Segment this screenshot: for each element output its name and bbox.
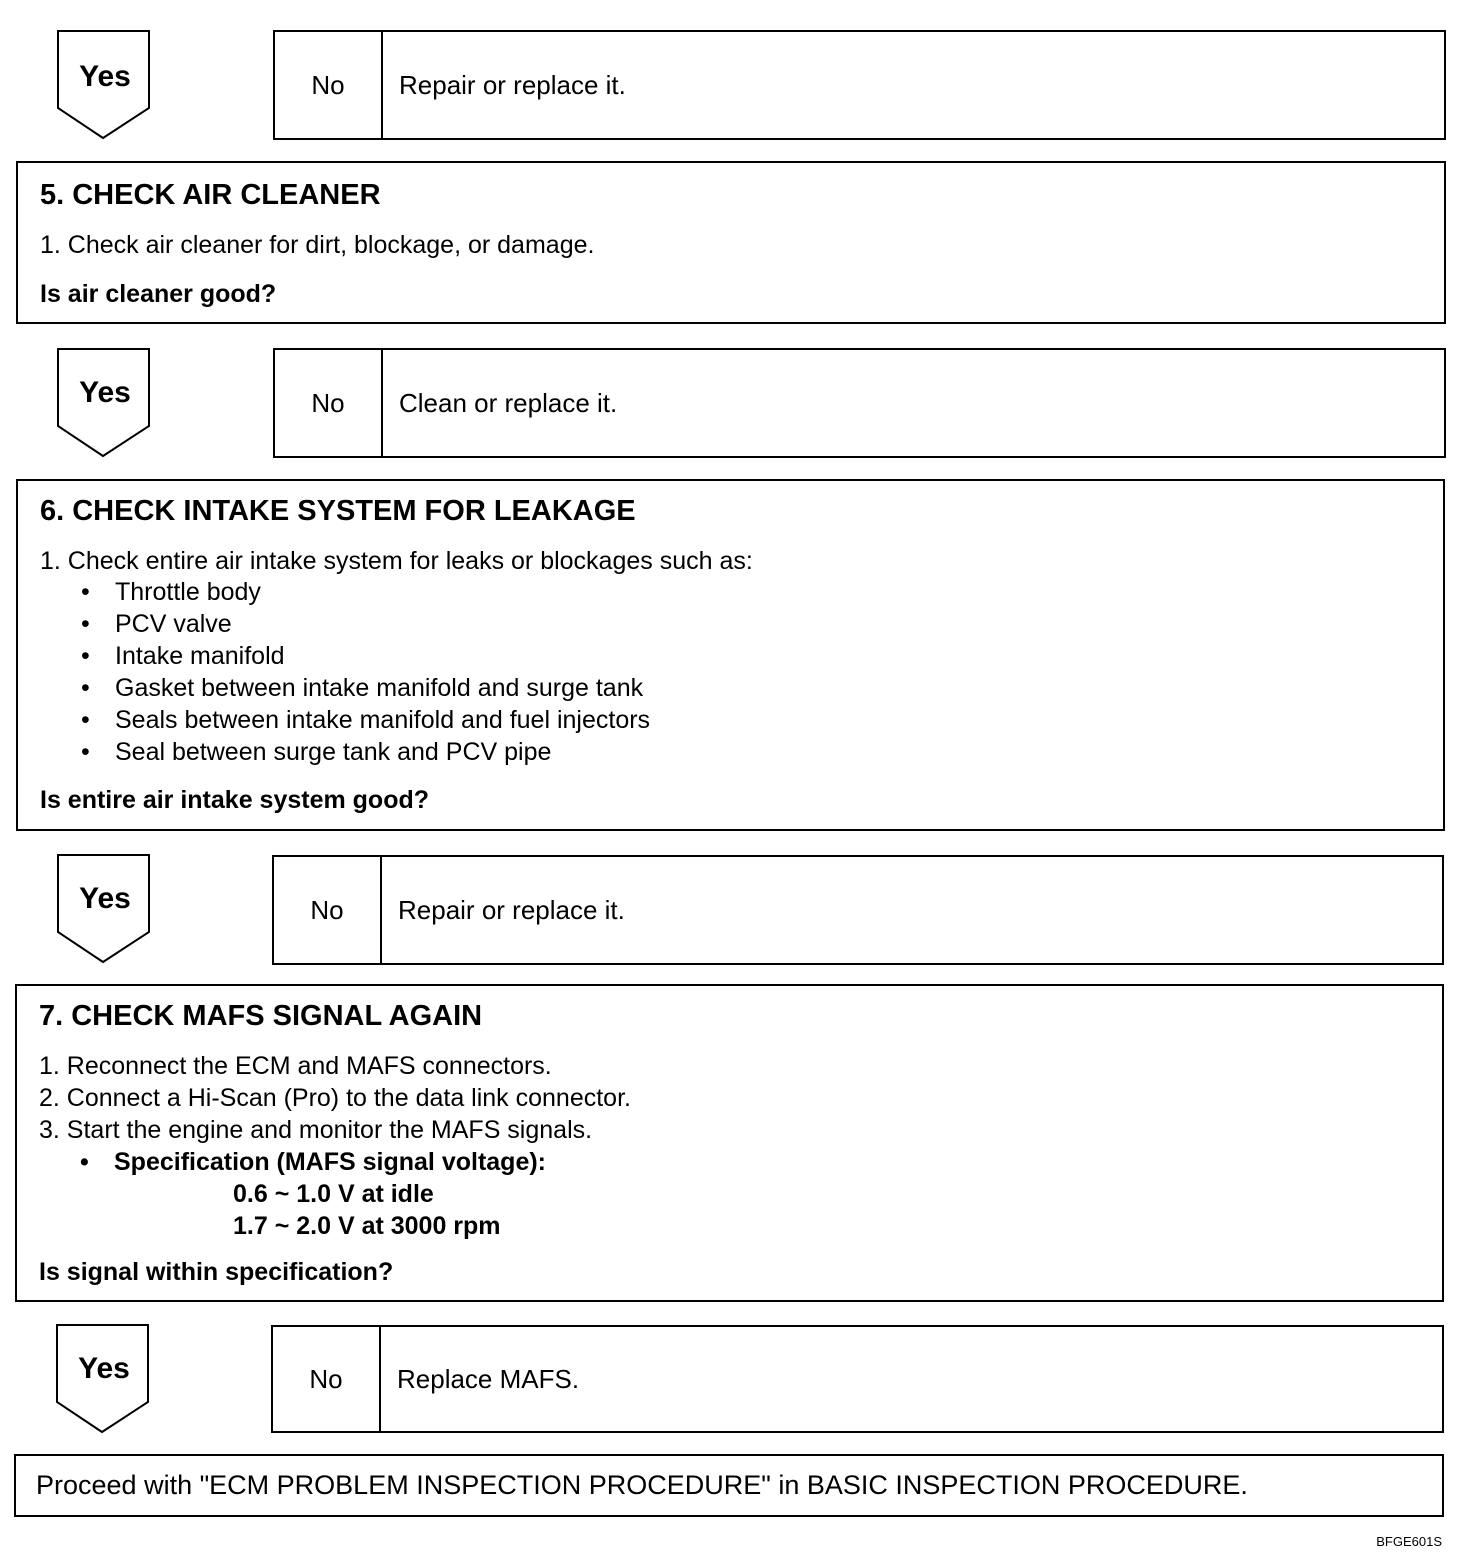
bullet-dot-icon: • bbox=[81, 642, 90, 670]
yes-label: Yes bbox=[78, 1352, 130, 1385]
step-5-box bbox=[16, 161, 1446, 324]
bullet-text: PCV valve bbox=[115, 610, 232, 638]
no-branch-2 bbox=[273, 348, 1446, 458]
no-branch-3 bbox=[272, 855, 1444, 965]
yes-label: Yes bbox=[79, 376, 131, 409]
step-item: 2. Connect a Hi-Scan (Pro) to the data link connector. bbox=[39, 1084, 631, 1112]
no-action-text: Replace MAFS. bbox=[397, 1363, 580, 1394]
step-title: 6. CHECK INTAKE SYSTEM FOR LEAKAGE bbox=[40, 495, 636, 527]
bullet-text: Throttle body bbox=[115, 578, 261, 606]
bullet-text: Seal between surge tank and PCV pipe bbox=[115, 738, 552, 766]
step-question: Is signal within specification? bbox=[39, 1258, 394, 1286]
step-item: 3. Start the engine and monitor the MAFS signals. bbox=[39, 1116, 593, 1144]
step-item: 1. Reconnect the ECM and MAFS connectors. bbox=[39, 1052, 552, 1080]
step-title: 5. CHECK AIR CLEANER bbox=[40, 179, 381, 211]
yes-arrow-2 bbox=[57, 348, 153, 460]
bullet-text: Gasket between intake manifold and surge tank bbox=[115, 674, 644, 702]
no-label: No bbox=[275, 32, 383, 138]
step-item: 1. Check entire air intake system for leaks or blockages such as: bbox=[40, 547, 753, 575]
spec-value: 0.6 ~ 1.0 V at idle bbox=[233, 1180, 434, 1208]
no-label: No bbox=[273, 1327, 381, 1431]
no-action-text: Repair or replace it. bbox=[399, 69, 626, 100]
no-branch-1 bbox=[273, 30, 1446, 140]
spec-label: Specification (MAFS signal voltage): bbox=[114, 1148, 546, 1176]
step-6-box bbox=[16, 479, 1445, 831]
no-branch-4 bbox=[271, 1325, 1444, 1433]
step-title: 7. CHECK MAFS SIGNAL AGAIN bbox=[39, 1000, 483, 1032]
yes-label: Yes bbox=[79, 60, 131, 93]
spec-value: 1.7 ~ 2.0 V at 3000 rpm bbox=[233, 1212, 501, 1240]
bullet-dot-icon: • bbox=[81, 578, 90, 606]
step-question: Is air cleaner good? bbox=[40, 280, 277, 308]
bullet-dot-icon: • bbox=[81, 674, 90, 702]
step-question: Is entire air intake system good? bbox=[40, 786, 430, 814]
bullet-dot-icon: • bbox=[81, 706, 90, 734]
no-label: No bbox=[275, 350, 383, 456]
figure-code: BFGE601S bbox=[1376, 1534, 1442, 1549]
bullet-dot-icon: • bbox=[81, 738, 90, 766]
no-action-text: Repair or replace it. bbox=[398, 894, 625, 925]
bullet-dot-icon: • bbox=[80, 1148, 89, 1176]
no-action-text: Clean or replace it. bbox=[399, 387, 618, 418]
final-step-box bbox=[14, 1454, 1444, 1517]
step-7-box bbox=[15, 984, 1444, 1302]
bullet-dot-icon: • bbox=[81, 610, 90, 638]
yes-arrow-1 bbox=[57, 30, 153, 142]
yes-arrow-4 bbox=[56, 1324, 152, 1436]
yes-label: Yes bbox=[79, 882, 131, 915]
final-step-text: Proceed with "ECM PROBLEM INSPECTION PROCEDURE" in BASIC INSPECTION PROCEDURE. bbox=[36, 1470, 1248, 1500]
no-label: No bbox=[274, 857, 382, 963]
bullet-text: Seals between intake manifold and fuel injectors bbox=[115, 706, 651, 734]
step-item: 1. Check air cleaner for dirt, blockage, or damage. bbox=[40, 231, 595, 259]
yes-arrow-3 bbox=[57, 854, 153, 966]
bullet-text: Intake manifold bbox=[115, 642, 285, 670]
